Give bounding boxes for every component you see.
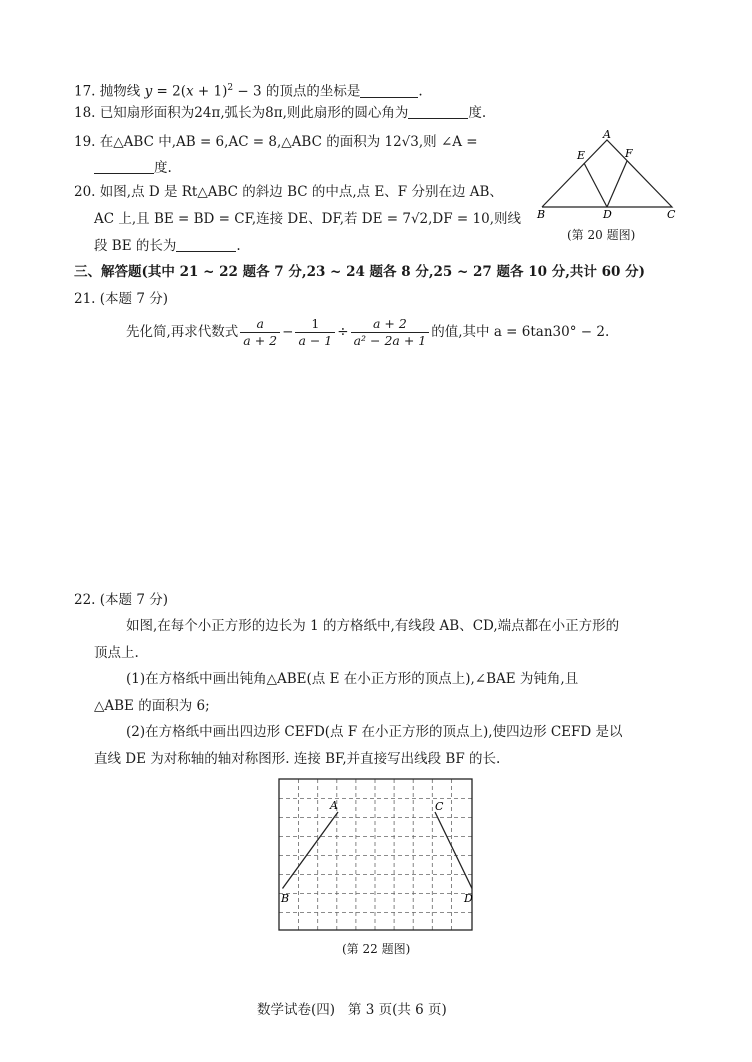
q22-p1: 如图,在每个小正方形的边长为 1 的方格纸中,有线段 AB、CD,端点都在小正方形的 — [126, 618, 620, 634]
question-20-line3 — [94, 236, 241, 256]
q21-fraction-1 — [240, 316, 280, 349]
q22-p2: 顶点上. — [94, 645, 139, 661]
q20-line2: AC 上,且 BE = BD = CF,连接 DE、DF,若 DE = 7√2,DF = 10,则线 — [94, 211, 521, 227]
q21-post: 的值,其中 a = 6tan30° − 2. — [431, 324, 610, 340]
q21-minus: − — [282, 324, 294, 340]
q21-body — [126, 315, 609, 349]
q18-answer-blank[interactable] — [408, 104, 468, 119]
q19-answer-blank[interactable] — [94, 159, 154, 174]
q19-number: 19. — [74, 134, 96, 150]
fig22-caption: (第 22 题图) — [342, 942, 411, 956]
q21-pre: 先化简,再求代数式 — [126, 324, 239, 340]
question-20 — [74, 182, 503, 202]
q18-number: 18. — [74, 105, 96, 121]
q22-p3: (1)在方格纸中画出钝角△ABE(点 E 在小正方形的顶点上),∠BAE 为钝角,且 — [126, 671, 579, 687]
fig20-label-b: B — [537, 208, 546, 221]
figure-20 — [535, 128, 685, 224]
q17-answer-blank[interactable] — [360, 83, 418, 98]
fig20-label-e: E — [577, 149, 586, 162]
q21-div: ÷ — [337, 324, 349, 340]
q22-heading: 22. (本题 7 分) — [74, 592, 168, 608]
q21-fraction-3 — [351, 316, 430, 349]
q21-f1-num: a — [240, 316, 280, 333]
fig20-segment-fd — [607, 161, 627, 207]
q21-f2-den: a − 1 — [298, 333, 333, 348]
q20-answer-blank[interactable] — [176, 237, 236, 252]
q20-line1: 如图,点 D 是 Rt△ABC 的斜边 BC 的中点,点 E、F 分别在边 AB、 — [99, 184, 503, 200]
q21-f3-num: a + 2 — [351, 316, 430, 333]
q17-text-a: 抛物线 — [99, 83, 145, 100]
fig20-segment-ed — [584, 163, 607, 207]
q17-number: 17. — [74, 83, 96, 100]
fig20-caption: (第 20 题图) — [567, 228, 636, 242]
q22-p6: 直线 DE 为对称轴的轴对称图形. 连接 BF,并直接写出线段 BF 的长. — [94, 751, 501, 767]
figure-22-grid — [278, 778, 474, 932]
fig22-segment-ab — [283, 812, 339, 889]
q19-text: 在△ABC 中,AB = 6,AC = 8,△ABC 的面积为 12√3,则 ∠A = — [99, 134, 478, 150]
q21-heading: 21. (本题 7 分) — [74, 291, 168, 307]
fig20-label-c: C — [667, 208, 676, 221]
q22-p5: (2)在方格纸中画出四边形 CEFD(点 F 在小正方形的顶点上),使四边形 CEFD 是以 — [126, 724, 623, 740]
fig22-label-d: D — [464, 892, 473, 905]
q21-f3-den: a² − 2a + 1 — [353, 333, 427, 348]
q18-end: 度. — [468, 105, 487, 121]
fig20-label-f: F — [625, 147, 633, 160]
q17-formula: y — [144, 83, 153, 100]
q21-f1-den: a + 2 — [243, 333, 278, 348]
page-footer: 数学试卷(四) 第 3 页(共 6 页) — [257, 1002, 447, 1018]
q18-text: 已知扇形面积为24π,弧长为8π,则此扇形的圆心角为 — [99, 105, 409, 121]
question-17: 17. 抛物线 $y = 2(x + 1)^2 - 3$ 的顶点的坐标是 . — [74, 83, 423, 100]
fig22-label-c: C — [435, 800, 444, 813]
q22-p4: △ABE 的面积为 6; — [94, 698, 210, 714]
q19-end: 度. — [154, 160, 172, 176]
section-3-heading: 三、解答题(其中 21 ~ 22 题各 7 分,23 ~ 24 题各 8 分,25 ~ 27 题各 10 分,共计 60 分) — [74, 264, 645, 280]
question-19-line2 — [94, 158, 172, 178]
question-19 — [74, 132, 478, 152]
fig22-label-b: B — [281, 892, 290, 905]
q20-line3a: 段 BE 的长为 — [94, 238, 177, 254]
q17-end: . — [418, 83, 423, 100]
fig20-label-d: D — [603, 208, 612, 221]
q17-text-b: 的顶点的坐标是 — [265, 83, 361, 100]
fig20-triangle — [542, 140, 672, 207]
q21-f2-num: 1 — [295, 316, 335, 333]
q20-line3b: . — [236, 238, 241, 254]
q21-fraction-2 — [295, 316, 335, 349]
fig20-label-a: A — [603, 128, 611, 141]
q20-number: 20. — [74, 184, 96, 200]
question-20-line2 — [94, 209, 521, 229]
question-18 — [74, 103, 486, 123]
fig22-label-a: A — [330, 799, 338, 812]
fig22-segment-cd — [435, 812, 472, 889]
